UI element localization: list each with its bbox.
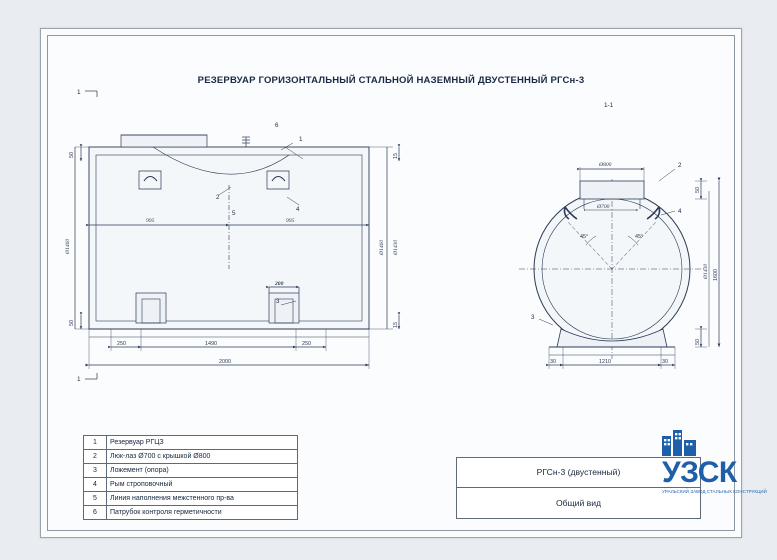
- callout-3: 3: [276, 298, 280, 305]
- title-block-model: РГСн-3 (двустенный): [457, 458, 700, 488]
- dim-section-base-center: 1210: [599, 359, 611, 365]
- legend-body: [84, 436, 298, 520]
- callout-1: 1: [299, 136, 303, 143]
- section-mark-bottom: 1: [77, 376, 81, 383]
- dim-section-right-top: 50: [695, 187, 701, 193]
- legend-number: 2: [84, 450, 107, 464]
- legend-row: [84, 506, 298, 520]
- dim-support-width: 200: [275, 281, 284, 287]
- dim-section-base-left: 30: [550, 359, 556, 365]
- legend-text: Резервуар РГЦЗ: [107, 436, 298, 450]
- dim-diameter-right-outer: Ø1460: [379, 239, 385, 255]
- section-view-label: 1-1: [604, 102, 614, 109]
- legend-number: 3: [84, 464, 107, 478]
- dim-diameter-right-inner: Ø1430: [393, 239, 399, 255]
- legend-number: 4: [84, 478, 107, 492]
- company-logo: [662, 430, 770, 494]
- legend-number: 5: [84, 492, 107, 506]
- callout-6: 6: [275, 122, 279, 129]
- section-callout-2: 2: [678, 162, 682, 169]
- dim-section-base-right: 30: [662, 359, 668, 365]
- section-callout-3: 3: [531, 314, 535, 321]
- legend-text: Патрубок контроля герметичности: [107, 506, 298, 520]
- dim-base-center: 1490: [205, 341, 217, 347]
- legend-row: [84, 492, 298, 506]
- dim-diameter-left: Ø1460: [65, 238, 71, 254]
- legend-row: [84, 478, 298, 492]
- logo-subtitle: УРАЛЬСКИЙ ЗАВОД СТАЛЬНЫХ КОНСТРУКЦИЙ: [662, 489, 767, 494]
- angle-right: 45°: [635, 234, 644, 240]
- angle-left: 45°: [580, 234, 589, 240]
- legend-number: 1: [84, 436, 107, 450]
- dim-section-diameter-inner: Ø1430: [703, 263, 709, 279]
- dim-left-top: 50: [69, 152, 75, 158]
- dim-base-left: 250: [117, 341, 126, 347]
- legend-number: 6: [84, 506, 107, 520]
- factory-icon: [662, 430, 696, 456]
- legend-text: Ложемент (опора): [107, 464, 298, 478]
- dim-overall-length: 2000: [219, 359, 231, 365]
- callout-2: 2: [216, 194, 220, 201]
- dim-base-right: 250: [302, 341, 311, 347]
- legend-table: [83, 435, 298, 520]
- dim-right-top: 15: [393, 153, 399, 159]
- title-block-view: Общий вид: [555, 498, 602, 508]
- callout-5: 5: [232, 210, 236, 217]
- section-mark-top: 1: [77, 89, 81, 96]
- legend-text: Линия наполнения межстенного пр-ва: [107, 492, 298, 506]
- drawing-sheet: [40, 28, 742, 538]
- callout-4: 4: [296, 206, 300, 213]
- dim-inner-nozzle: Ø700: [597, 204, 610, 210]
- dim-section-right-bottom: 50: [695, 339, 701, 345]
- dim-manhole-diameter: Ø800: [599, 162, 612, 168]
- section-callout-4: 4: [678, 208, 682, 215]
- drawing-title: РЕЗЕРВУАР ГОРИЗОНТАЛЬНЫЙ СТАЛЬНОЙ НАЗЕМНЫЙ ДВУСТЕННЫЙ РГСн-3: [197, 75, 585, 86]
- legend-row: [84, 450, 298, 464]
- legend-text: Рым строповочный: [107, 478, 298, 492]
- dim-left-bottom: 50: [69, 320, 75, 326]
- logo-text: УЗСК: [662, 456, 737, 489]
- dim-span-right: 995: [286, 218, 295, 224]
- legend-text: Люк-лаз Ø700 с крышкой Ø800: [107, 450, 298, 464]
- dim-span-left: 995: [146, 218, 155, 224]
- legend-row: [84, 436, 298, 450]
- dim-section-height: 1600: [713, 269, 719, 281]
- legend-row: [84, 464, 298, 478]
- dim-right-bottom: 15: [393, 322, 399, 328]
